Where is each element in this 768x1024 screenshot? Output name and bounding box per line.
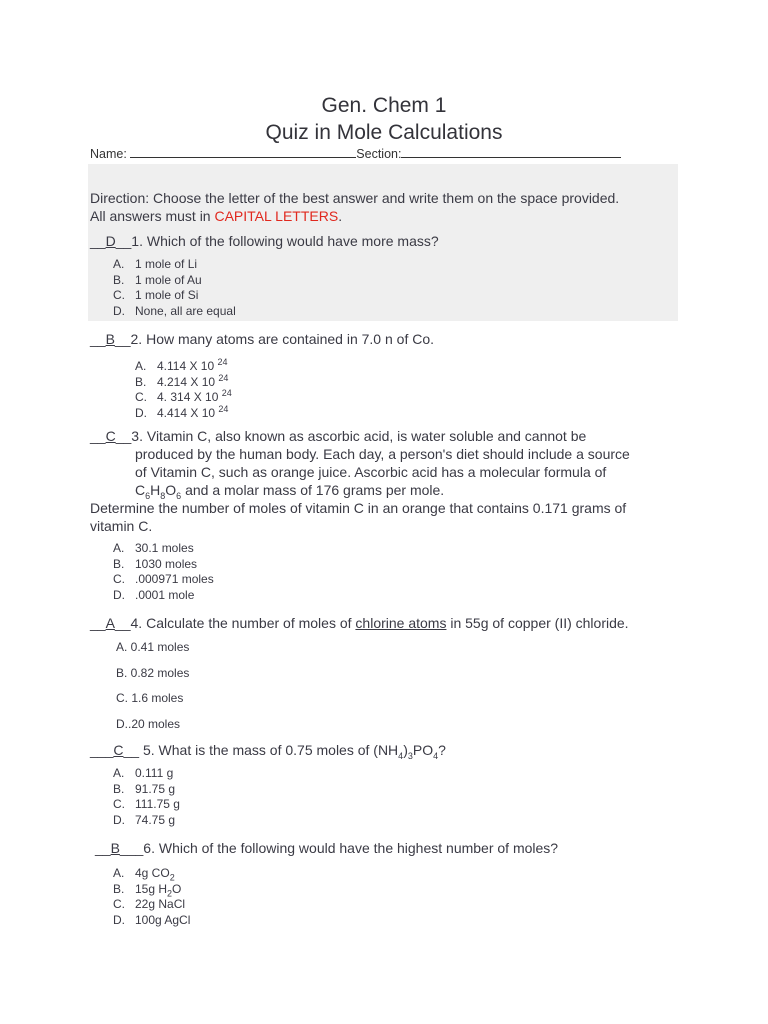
- option: B. 0.82 moles: [116, 665, 190, 680]
- name-section-row: [90, 146, 621, 161]
- capital-letters-emphasis: CAPITAL LETTERS: [214, 208, 339, 224]
- option: A. 4.114 X 10 $^{24}$: [135, 357, 228, 373]
- question-3-options: [113, 541, 214, 603]
- question-6: __B___6. Which of the following would have the highest number of moles?: [95, 840, 559, 856]
- option: B. 91.75 g: [113, 781, 176, 796]
- question-6-options: [113, 866, 190, 928]
- option: A. 4g $CO_2$: [113, 866, 175, 883]
- option: B. 15g $H_2O$: [113, 881, 182, 898]
- question-5-options: [113, 766, 180, 828]
- option: D. 4.414 X 10 $^{24}$: [135, 403, 229, 420]
- option: C. 111.75 g: [113, 797, 180, 812]
- directions-line-2: All answers must in CAPITAL LETTERS.: [90, 208, 343, 224]
- question-3: __C__3. Vitamin C, also known as ascorbic acid, is water soluble and cannot be: [90, 428, 587, 444]
- quiz-title: Quiz in Mole Calculations: [265, 121, 503, 144]
- name-field[interactable]: [130, 146, 356, 158]
- option: B. 1 mole of Au: [113, 272, 202, 287]
- option: D. None, all are equal: [113, 303, 236, 318]
- chlorine-atoms-emphasis: chlorine atoms: [355, 615, 447, 631]
- section-field[interactable]: [401, 146, 621, 158]
- option: B. 1030 moles: [113, 556, 198, 571]
- question-2-options: [135, 355, 232, 420]
- option: A. 30.1 moles: [113, 541, 194, 555]
- option: D. 100g AgCl: [113, 912, 191, 927]
- directions-line-1: Direction: Choose the letter of the best answer and write them on the space provided.: [90, 190, 620, 206]
- question-3-body: produced by the human body. Each day, a person's diet should include a source of Vitamin C, such as orange juice. Ascorbic acid has a molecular formula of $C_6H_8O_6$ and a molar mass of 176 grams per mole.: [135, 445, 630, 505]
- option: C. 4. 314 X 10 $^{24}$: [135, 388, 232, 405]
- question-1-options: [113, 257, 236, 319]
- option: C. 1.6 moles: [116, 691, 184, 705]
- question-3-prompt: Determine the number of moles of vitamin C in an orange that contains 0.171 grams of vitamin C.: [90, 500, 627, 534]
- option: A. 0.41 moles: [116, 640, 190, 654]
- option: C. 22g NaCl: [113, 897, 186, 912]
- answer-blank-3[interactable]: __C__: [90, 428, 132, 444]
- option: D..20 moles: [116, 716, 181, 731]
- option: B. 4.214 X 10 $^{24}$: [135, 372, 229, 389]
- option: C. 1 mole of Si: [113, 288, 199, 303]
- question-4: __A__4. Calculate the number of moles of chlorine atoms in 55g of copper (II) chloride.: [90, 615, 629, 631]
- option: C. .000971 moles: [113, 572, 214, 587]
- section-label: Section:: [356, 147, 402, 161]
- question-5: ___C__ 5. What is the mass of 0.75 moles of $(NH_4)_3PO_4$?: [90, 742, 446, 761]
- answer-blank-5[interactable]: ___C__: [90, 742, 140, 758]
- name-label: Name:: [90, 147, 131, 161]
- answer-blank-2[interactable]: __B__: [90, 331, 131, 347]
- option: D. .0001 mole: [113, 587, 195, 602]
- vitamin-c-formula-line: $C_6H_8O_6$ and a molar mass of 176 grams per mole.: [135, 482, 445, 501]
- option: A. 1 mole of Li: [113, 257, 198, 271]
- question-1: __D__1. Which of the following would have more mass?: [90, 233, 439, 249]
- option: A. 0.111 g: [113, 766, 174, 780]
- answer-blank-6[interactable]: __B___: [95, 840, 144, 856]
- answer-blank-1[interactable]: __D__: [90, 233, 132, 249]
- question-4-options: [116, 639, 189, 741]
- option: D. 74.75 g: [113, 812, 176, 827]
- course-title: Gen. Chem 1: [321, 94, 447, 117]
- answer-blank-4[interactable]: __A__: [90, 615, 131, 631]
- question-2: __B__2. How many atoms are contained in 7.0 n of Co.: [90, 331, 435, 347]
- directions: [90, 189, 619, 225]
